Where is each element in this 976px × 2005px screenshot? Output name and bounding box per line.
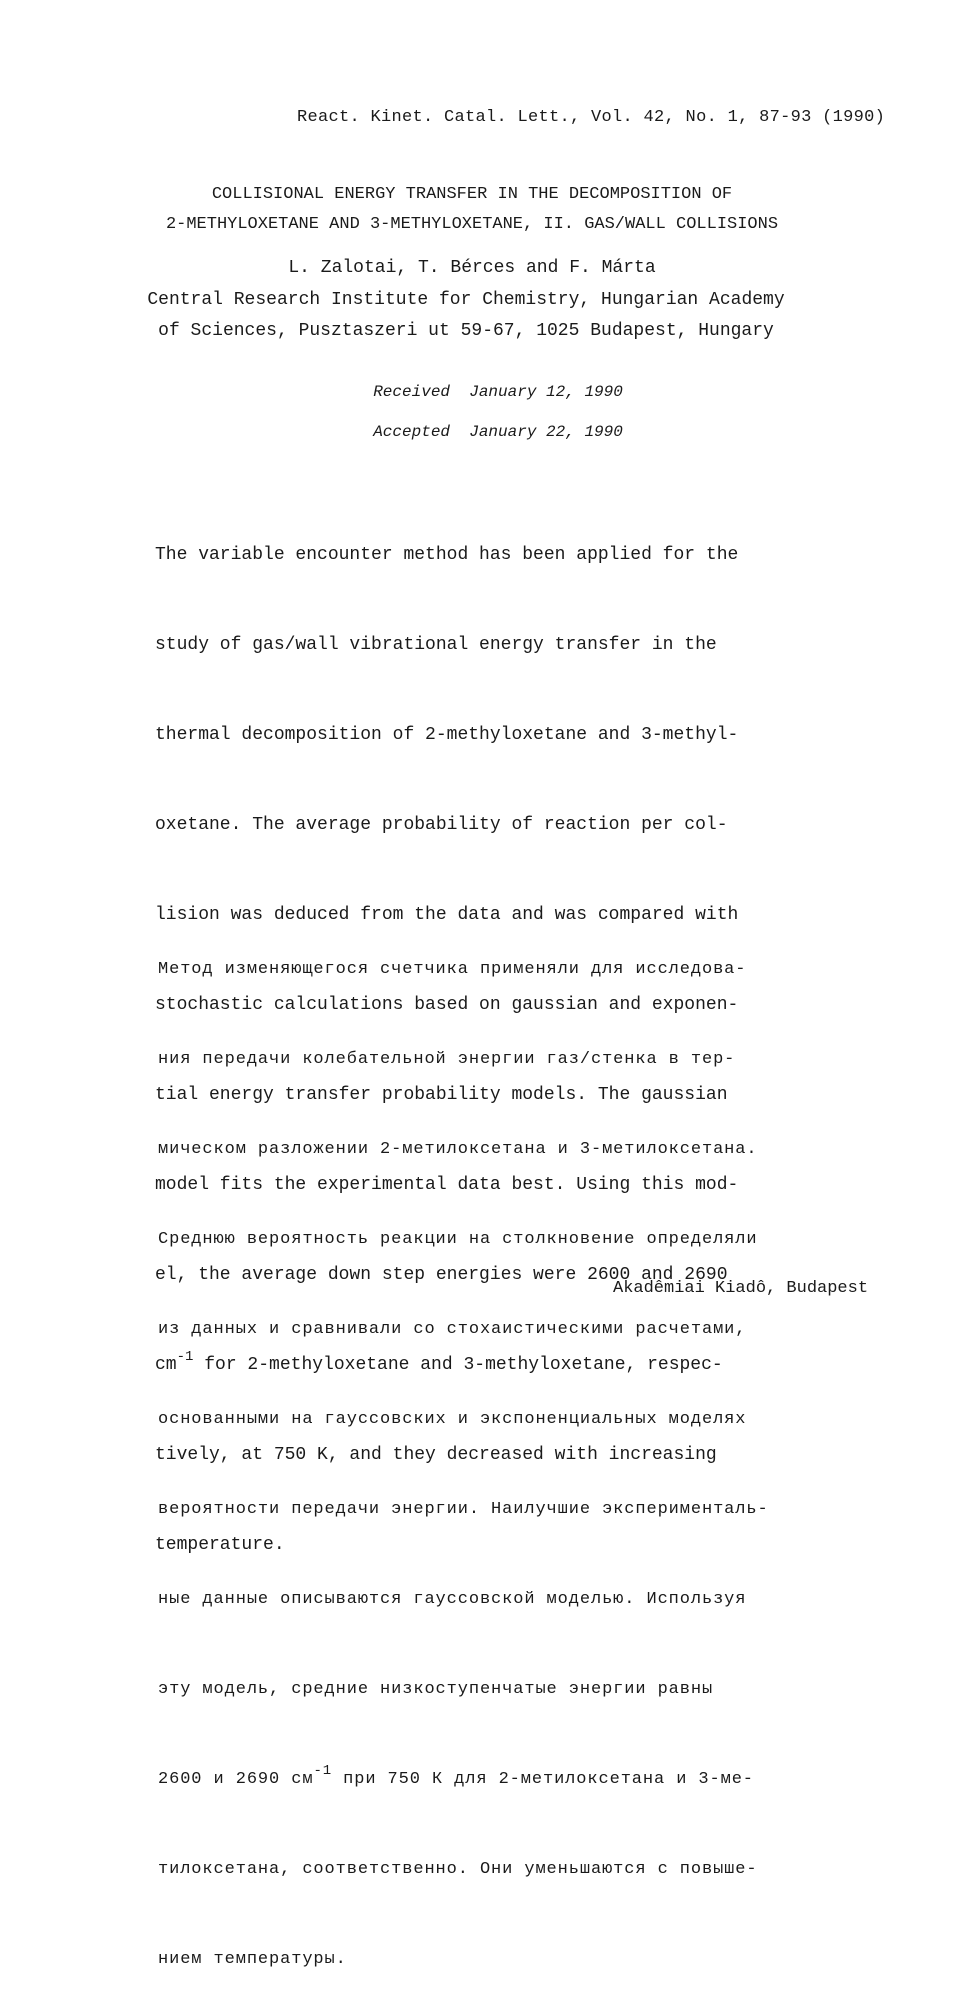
abstract-ru-line: мическом разложении 2-метилоксетана и 3-метилоксетана. bbox=[158, 1140, 758, 1159]
abstract-ru-line: вероятности передачи энергии. Наилучшие эксперименталь- bbox=[158, 1500, 769, 1519]
abstract-ru-line: ные данные описываются гауссовской моделью. Используя bbox=[158, 1590, 747, 1609]
paper-title-line-2: 2-METHYLOXETANE AND 3-METHYLOXETANE, II. GAS/WALL COLLISIONS bbox=[165, 215, 779, 234]
abstract-ru-line bbox=[158, 1765, 769, 1795]
dates-block bbox=[354, 362, 623, 442]
abstract-ru-line: ния передачи колебательной энергии газ/стенка в тер- bbox=[158, 1050, 736, 1069]
abstract-ru-line: Среднюю вероятность реакции на столкновение определяли bbox=[158, 1230, 758, 1249]
abstract-line: study of gas/wall vibrational energy transfer in the bbox=[155, 635, 717, 655]
abstract-russian bbox=[158, 895, 769, 2005]
received-date: Received January 12, 1990 bbox=[373, 383, 623, 401]
abstract-ru-line: Метод изменяющегося счетчика применяли для исследова- bbox=[158, 960, 747, 979]
abstract-line-rest: for 2-methyloxetane and 3-methyloxetane, respec- bbox=[193, 1355, 723, 1375]
affiliation-line-2: of Sciences, Pusztaszeri ut 59-67, 1025 Budapest, Hungary bbox=[158, 321, 774, 341]
abstract-ru-line: нием температуры. bbox=[158, 1950, 347, 1969]
abstract-line: stochastic calculations based on gaussian and exponen- bbox=[155, 995, 739, 1015]
authors: L. Zalotai, T. Bérces and F. Márta bbox=[288, 258, 656, 278]
abstract-ru-line: из данных и сравнивали со стохаистическими расчетами, bbox=[158, 1320, 747, 1339]
abstract-line: temperature. bbox=[155, 1535, 285, 1555]
abstract-line: thermal decomposition of 2-methyloxetane and 3-methyl- bbox=[155, 725, 739, 745]
abstract-line: tial energy transfer probability models. The gaussian bbox=[155, 1085, 728, 1105]
journal-citation: React. Kinet. Catal. Lett., Vol. 42, No. 1, 87-93 (1990) bbox=[297, 108, 886, 127]
abstract-line: oxetane. The average probability of reaction per col- bbox=[155, 815, 728, 835]
abstract-line: tively, at 750 K, and they decreased with increasing bbox=[155, 1445, 717, 1465]
paper-title-line-1: COLLISIONAL ENERGY TRANSFER IN THE DECOMPOSITION OF bbox=[211, 185, 733, 204]
abstract-line: el, the average down step energies were 2600 and 2690 bbox=[155, 1265, 728, 1285]
unit-text: cm bbox=[155, 1355, 177, 1375]
abstract-ru-line: эту модель, средние низкоступенчатые энергии равны bbox=[158, 1680, 714, 1699]
abstract-line: lision was deduced from the data and was compared with bbox=[155, 905, 739, 925]
unit-exponent: -1 bbox=[176, 1349, 194, 1365]
publisher: Akadêmiai Kiadô, Budapest bbox=[613, 1279, 869, 1298]
accepted-date: Accepted January 22, 1990 bbox=[373, 423, 623, 441]
abstract-line: model fits the experimental data best. Using this mod- bbox=[155, 1175, 739, 1195]
abstract-ru-line: тилоксетана, соответственно. Они уменьшаются с повыше- bbox=[158, 1860, 758, 1879]
abstract-ru-line: основанными на гауссовских и экспоненциальных моделях bbox=[158, 1410, 747, 1429]
abstract-line: The variable encounter method has been applied for the bbox=[155, 545, 739, 565]
abstract-ru-line-rest: при 750 К для 2-метилоксетана и 3-ме- bbox=[332, 1770, 754, 1789]
abstract-ru-line-start: 2600 и 2690 см bbox=[158, 1770, 314, 1789]
affiliation-line-1: Central Research Institute for Chemistry, Hungarian Academy bbox=[147, 290, 785, 310]
unit-exponent: -1 bbox=[313, 1763, 333, 1780]
